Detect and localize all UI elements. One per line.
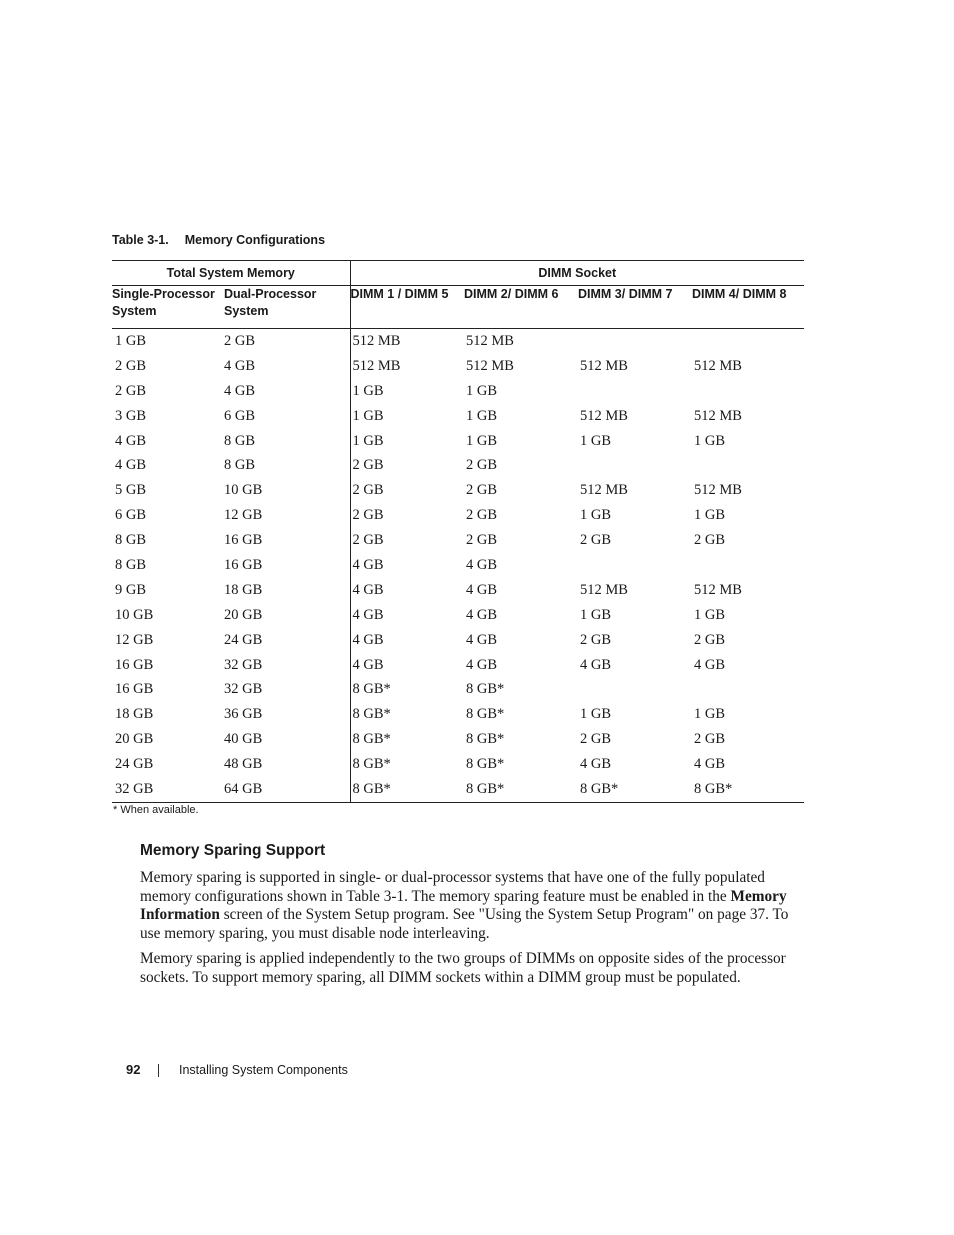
cell-dimm-4-8: 4 GB <box>694 656 726 673</box>
cell-dimm-4-8: 512 MB <box>694 482 742 499</box>
cell-dual-processor: 16 GB <box>224 532 263 549</box>
cell-dimm-2-6: 8 GB* <box>464 777 578 802</box>
cell-dimm-2-6: 2 GB <box>466 507 498 524</box>
cell-dimm-3-7: 512 MB <box>580 407 628 424</box>
cell-single-processor: 1 GB <box>115 332 147 349</box>
cell-single-processor: 10 GB <box>115 606 154 623</box>
cell-dimm-1-5: 8 GB* <box>350 677 464 702</box>
table-row <box>112 503 804 528</box>
table-row <box>112 453 804 478</box>
table-caption <box>112 233 325 247</box>
table-caption-number: Table 3-1. <box>112 233 169 247</box>
cell-dimm-1-5: 4 GB <box>350 603 464 628</box>
paragraph-1 <box>140 869 812 943</box>
cell-dimm-4-8 <box>692 553 804 578</box>
cell-dual-processor: 6 GB <box>224 407 256 424</box>
cell-dimm-2-6: 4 GB <box>466 581 498 598</box>
cell-dual-processor: 20 GB <box>224 606 263 623</box>
cell-dimm-3-7 <box>578 379 692 404</box>
cell-dimm-1-5: 1 GB <box>350 379 464 404</box>
cell-dimm-4-8: 1 GB <box>694 507 726 524</box>
cell-dimm-4-8: 512 MB <box>694 357 742 374</box>
cell-dimm-4-8: 8 GB* <box>692 777 804 802</box>
cell-dimm-4-8: 1 GB <box>694 432 726 449</box>
cell-single-processor: 12 GB <box>115 631 154 648</box>
header-dimm-socket: DIMM Socket <box>350 261 804 286</box>
cell-dimm-1-5: 512 MB <box>350 354 464 379</box>
table-row <box>112 404 804 429</box>
cell-single-processor: 2 GB <box>115 357 147 374</box>
table-row <box>112 702 804 727</box>
cell-dual-processor: 32 GB <box>224 656 263 673</box>
header-dual-processor: Dual-Processor System <box>224 286 350 329</box>
cell-dual-processor: 4 GB <box>224 357 256 374</box>
cell-dimm-1-5: 2 GB <box>350 453 464 478</box>
footer-section-title: Installing System Components <box>179 1063 348 1077</box>
cell-dual-processor: 18 GB <box>224 581 263 598</box>
cell-dimm-4-8: 1 GB <box>694 706 726 723</box>
cell-dimm-1-5: 512 MB <box>350 329 464 354</box>
cell-dual-processor: 8 GB <box>224 432 256 449</box>
cell-dimm-1-5: 4 GB <box>350 553 464 578</box>
cell-dimm-4-8: 2 GB <box>694 532 726 549</box>
cell-dual-processor: 40 GB <box>224 731 263 748</box>
cell-dimm-3-7: 4 GB <box>580 756 612 773</box>
cell-single-processor: 8 GB <box>115 532 147 549</box>
cell-dimm-3-7: 4 GB <box>580 656 612 673</box>
cell-dimm-3-7: 1 GB <box>580 706 612 723</box>
cell-dimm-3-7 <box>578 329 692 354</box>
cell-dimm-2-6: 1 GB <box>466 407 498 424</box>
cell-dimm-2-6: 4 GB <box>466 656 498 673</box>
page-number: 92 <box>126 1062 141 1077</box>
cell-dimm-2-6: 2 GB <box>466 457 498 474</box>
cell-single-processor: 9 GB <box>115 581 147 598</box>
cell-dimm-3-7: 2 GB <box>580 731 612 748</box>
table-caption-title: Memory Configurations <box>184 233 326 247</box>
table-row <box>112 379 804 404</box>
cell-dual-processor: 8 GB <box>224 457 256 474</box>
cell-dimm-1-5: 8 GB* <box>350 727 464 752</box>
cell-single-processor: 16 GB <box>115 656 154 673</box>
cell-single-processor: 4 GB <box>115 457 147 474</box>
cell-dimm-1-5: 1 GB <box>350 404 464 429</box>
cell-dimm-3-7: 1 GB <box>580 432 612 449</box>
cell-dimm-4-8: 512 MB <box>694 581 742 598</box>
cell-single-processor: 18 GB <box>115 706 154 723</box>
cell-dual-processor: 2 GB <box>224 332 256 349</box>
header-dimm-2-6: DIMM 2/ DIMM 6 <box>464 286 578 329</box>
cell-dimm-2-6: 4 GB <box>466 556 498 573</box>
cell-dimm-2-6: 4 GB <box>466 606 498 623</box>
cell-dual-processor: 4 GB <box>224 382 256 399</box>
table-footnote: * When available. <box>113 804 199 816</box>
cell-dimm-2-6: 8 GB* <box>466 706 505 723</box>
cell-dimm-2-6: 2 GB <box>466 482 498 499</box>
cell-dimm-3-7 <box>578 553 692 578</box>
memory-configurations-table <box>112 260 804 803</box>
header-total-system-memory: Total System Memory <box>112 261 350 286</box>
cell-dimm-2-6: 8 GB* <box>466 731 505 748</box>
cell-dimm-3-7: 512 MB <box>580 581 628 598</box>
cell-dual-processor: 16 GB <box>224 556 263 573</box>
header-dimm-4-8: DIMM 4/ DIMM 8 <box>692 286 804 329</box>
table-row <box>112 553 804 578</box>
table-row <box>112 354 804 379</box>
cell-dimm-4-8 <box>692 677 804 702</box>
cell-dimm-4-8: 4 GB <box>694 756 726 773</box>
section-heading: Memory Sparing Support <box>140 842 326 859</box>
cell-dimm-4-8 <box>692 329 804 354</box>
cell-dimm-1-5: 4 GB <box>350 628 464 653</box>
paragraph-1-text-start: Memory sparing is supported in single- or dual-processor systems that have one of the fully populated memory configurations shown in Table 3-1. The memory sparing feature must be enabled in the <box>140 869 765 905</box>
table-row <box>112 578 804 603</box>
cell-dimm-4-8: 512 MB <box>694 407 742 424</box>
cell-dual-processor: 32 GB <box>224 681 263 698</box>
header-single-processor: Single-Processor System <box>112 286 224 329</box>
cell-dimm-1-5: 4 GB <box>350 653 464 678</box>
cell-dimm-2-6: 2 GB <box>466 532 498 549</box>
cell-dual-processor: 10 GB <box>224 482 263 499</box>
cell-dimm-1-5: 8 GB* <box>350 777 464 802</box>
cell-dual-processor: 24 GB <box>224 631 263 648</box>
cell-dimm-2-6: 1 GB <box>466 432 498 449</box>
cell-dimm-4-8: 1 GB <box>694 606 726 623</box>
paragraph-1-text-end: screen of the System Setup program. See "Using the System Setup Program" on page 37. To use memory sparing, you must disable node interleaving. <box>140 906 789 942</box>
cell-single-processor: 3 GB <box>115 407 147 424</box>
table-row <box>112 653 804 678</box>
cell-dimm-4-8: 2 GB <box>694 631 726 648</box>
cell-dimm-1-5: 2 GB <box>350 503 464 528</box>
cell-dimm-3-7: 512 MB <box>580 357 628 374</box>
cell-single-processor: 8 GB <box>115 556 147 573</box>
table-body <box>112 329 804 803</box>
cell-dual-processor: 12 GB <box>224 507 263 524</box>
header-dimm-3-7: DIMM 3/ DIMM 7 <box>578 286 692 329</box>
table-row <box>112 478 804 503</box>
cell-dimm-1-5: 2 GB <box>350 528 464 553</box>
table-row <box>112 329 804 354</box>
cell-single-processor: 2 GB <box>115 382 147 399</box>
cell-dimm-3-7: 512 MB <box>580 482 628 499</box>
cell-dimm-2-6: 1 GB <box>466 382 498 399</box>
cell-single-processor: 20 GB <box>115 731 154 748</box>
cell-dual-processor: 64 GB <box>224 777 350 802</box>
cell-dimm-3-7 <box>578 677 692 702</box>
cell-dimm-2-6: 512 MB <box>466 357 514 374</box>
cell-dimm-1-5: 4 GB <box>350 578 464 603</box>
cell-dimm-3-7 <box>578 453 692 478</box>
cell-single-processor: 5 GB <box>115 482 147 499</box>
cell-dimm-2-6: 8 GB* <box>466 756 505 773</box>
cell-dimm-3-7: 1 GB <box>580 507 612 524</box>
header-dimm-1-5: DIMM 1 / DIMM 5 <box>350 286 464 329</box>
cell-dimm-1-5: 8 GB* <box>350 752 464 777</box>
table-row <box>112 628 804 653</box>
cell-dual-processor: 36 GB <box>224 706 263 723</box>
cell-dimm-2-6: 4 GB <box>466 631 498 648</box>
cell-dimm-2-6: 8 GB* <box>466 681 505 698</box>
cell-dimm-4-8 <box>692 453 804 478</box>
cell-single-processor: 4 GB <box>115 432 147 449</box>
cell-single-processor: 32 GB <box>112 777 224 802</box>
memory-information-term: Memory Information <box>140 887 787 924</box>
cell-single-processor: 6 GB <box>115 507 147 524</box>
cell-dimm-3-7: 2 GB <box>580 532 612 549</box>
paragraph-2: Memory sparing is applied independently to the two groups of DIMMs on opposite sides of the processor sockets. To support memory sparing, all DIMM sockets within a DIMM group must be populated. <box>140 950 786 986</box>
cell-dimm-3-7: 2 GB <box>580 631 612 648</box>
cell-dimm-1-5: 1 GB <box>350 429 464 454</box>
cell-dimm-3-7: 1 GB <box>580 606 612 623</box>
table-row <box>112 752 804 777</box>
cell-dimm-4-8 <box>692 379 804 404</box>
table-row <box>112 603 804 628</box>
table-row <box>112 777 804 802</box>
footer-divider <box>158 1064 159 1077</box>
cell-dimm-2-6: 512 MB <box>466 332 514 349</box>
table-row <box>112 727 804 752</box>
cell-dimm-4-8: 2 GB <box>694 731 726 748</box>
cell-single-processor: 24 GB <box>115 756 154 773</box>
cell-dimm-1-5: 2 GB <box>350 478 464 503</box>
table-row <box>112 528 804 553</box>
cell-dimm-1-5: 8 GB* <box>350 702 464 727</box>
cell-dual-processor: 48 GB <box>224 756 263 773</box>
table-row <box>112 677 804 702</box>
cell-dimm-3-7: 8 GB* <box>578 777 692 802</box>
table-row <box>112 429 804 454</box>
cell-single-processor: 16 GB <box>115 681 154 698</box>
